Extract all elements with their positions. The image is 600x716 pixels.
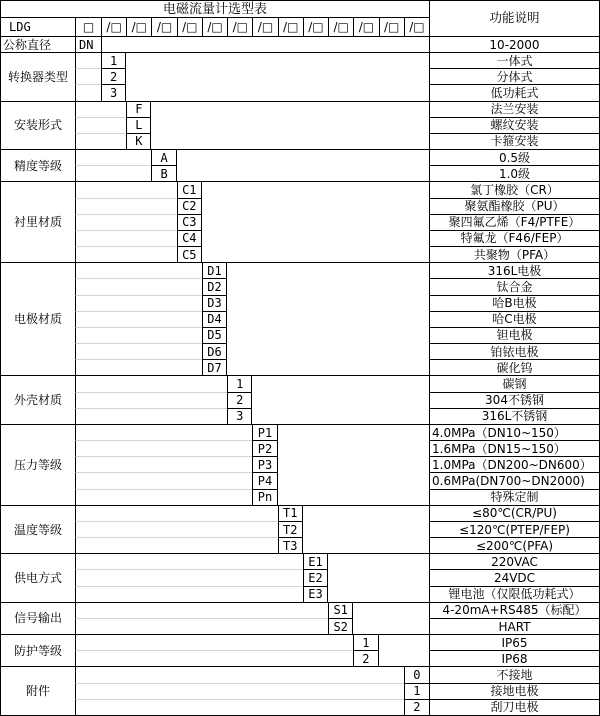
left-gridline-region xyxy=(75,602,328,618)
left-gridline-region xyxy=(75,359,202,375)
code-cell: 2 xyxy=(101,68,126,84)
model-slot: /□ xyxy=(202,17,227,36)
code-cell: F xyxy=(126,101,151,117)
left-gridline-region xyxy=(75,343,202,359)
desc-cell: 24VDC xyxy=(429,569,599,585)
desc-cell: 1.0级 xyxy=(429,165,599,181)
section-label: 供电方式 xyxy=(1,553,75,602)
desc-cell: 220VAC xyxy=(429,553,599,569)
left-gridline-region xyxy=(75,149,151,165)
code-cell: D3 xyxy=(202,295,227,311)
left-gridline-region xyxy=(75,214,177,230)
code-cell: D2 xyxy=(202,278,227,294)
desc-cell: IP65 xyxy=(429,634,599,650)
section-label: 附件 xyxy=(1,666,75,715)
left-gridline-region xyxy=(75,392,227,408)
code-cell: 2 xyxy=(353,650,378,666)
code-cell: P4 xyxy=(252,472,277,488)
desc-cell: 聚四氟乙烯（F4/PTFE） xyxy=(429,214,599,230)
desc-cell: 钽电极 xyxy=(429,327,599,343)
desc-cell: 4.0MPa（DN10~150） xyxy=(429,424,599,440)
code-cell: P3 xyxy=(252,456,277,472)
left-gridline-region xyxy=(75,408,227,424)
desc-cell: 螺纹安装 xyxy=(429,117,599,133)
left-gridline-region xyxy=(75,181,177,197)
model-slot: /□ xyxy=(328,17,353,36)
left-gridline-region xyxy=(75,133,126,149)
code-cell: D4 xyxy=(202,311,227,327)
left-gridline-region xyxy=(75,472,252,488)
right-empty-region xyxy=(202,181,429,262)
code-cell: C2 xyxy=(177,198,202,214)
left-gridline-region xyxy=(75,278,202,294)
desc-cell: 刮刀电极 xyxy=(429,699,599,715)
code-cell: T2 xyxy=(278,521,303,537)
code-cell: P1 xyxy=(252,424,277,440)
desc-cell: ≤120℃(PTEP/FEP) xyxy=(429,521,599,537)
desc-cell: HART xyxy=(429,618,599,634)
code-cell: T3 xyxy=(278,537,303,553)
left-gridline-region xyxy=(75,52,101,68)
code-cell: C1 xyxy=(177,181,202,197)
desc-cell: IP68 xyxy=(429,650,599,666)
model-slot: /□ xyxy=(404,17,429,36)
left-gridline-region xyxy=(75,569,303,585)
model-first-box: □ xyxy=(75,17,101,36)
diameter-label: 公称直径 xyxy=(1,36,75,52)
right-empty-region xyxy=(328,553,429,602)
desc-cell: 4-20mA+RS485（标配） xyxy=(429,602,599,618)
left-gridline-region xyxy=(75,666,404,682)
left-gridline-region xyxy=(75,165,151,181)
desc-cell: 铂铱电极 xyxy=(429,343,599,359)
section-label: 安装形式 xyxy=(1,101,75,150)
desc-cell: 特殊定制 xyxy=(429,489,599,505)
left-gridline-region xyxy=(75,246,177,262)
desc-cell: 锂电池（仅限低功耗式） xyxy=(429,586,599,602)
right-empty-region xyxy=(177,149,429,181)
left-gridline-region xyxy=(75,521,278,537)
section-label: 温度等级 xyxy=(1,505,75,554)
left-gridline-region xyxy=(75,650,353,666)
desc-cell: 特氟龙（F46/FEP） xyxy=(429,230,599,246)
code-cell: C5 xyxy=(177,246,202,262)
model-slot: /□ xyxy=(278,17,303,36)
right-empty-region xyxy=(353,602,429,634)
left-gridline-region xyxy=(75,456,252,472)
code-cell: L xyxy=(126,117,151,133)
desc-cell: ≤200℃(PFA) xyxy=(429,537,599,553)
desc-cell: 一体式 xyxy=(429,52,599,68)
left-gridline-region xyxy=(75,311,202,327)
left-gridline-region xyxy=(75,117,126,133)
left-gridline-region xyxy=(75,295,202,311)
section-label: 压力等级 xyxy=(1,424,75,505)
code-cell: D1 xyxy=(202,262,227,278)
code-cell: C4 xyxy=(177,230,202,246)
function-column-header: 功能说明 xyxy=(429,1,599,36)
left-gridline-region xyxy=(75,101,126,117)
desc-cell: 接地电极 xyxy=(429,683,599,699)
model-slot: /□ xyxy=(303,17,328,36)
desc-cell: 316L不锈钢 xyxy=(429,408,599,424)
left-gridline-region xyxy=(75,230,177,246)
code-cell: E2 xyxy=(303,569,328,585)
left-gridline-region xyxy=(75,699,404,715)
table-title: 电磁流量计选型表 xyxy=(1,1,429,17)
code-cell: E1 xyxy=(303,553,328,569)
model-slot: /□ xyxy=(151,17,176,36)
left-gridline-region xyxy=(75,586,303,602)
section-label: 精度等级 xyxy=(1,149,75,181)
model-prefix: LDG xyxy=(1,17,75,36)
section-label: 防护等级 xyxy=(1,634,75,666)
left-gridline-region xyxy=(75,440,252,456)
code-cell: S2 xyxy=(328,618,353,634)
code-cell: 1 xyxy=(404,683,429,699)
left-gridline-region xyxy=(75,327,202,343)
left-gridline-region xyxy=(75,84,101,100)
model-slot: /□ xyxy=(126,17,151,36)
desc-cell: 哈B电极 xyxy=(429,295,599,311)
code-cell: 0 xyxy=(404,666,429,682)
code-cell: 1 xyxy=(227,375,252,391)
code-cell: 3 xyxy=(227,408,252,424)
desc-cell: 法兰安装 xyxy=(429,101,599,117)
code-cell: 3 xyxy=(101,84,126,100)
desc-cell: 316L电极 xyxy=(429,262,599,278)
desc-cell: 碳钢 xyxy=(429,375,599,391)
section-label: 信号输出 xyxy=(1,602,75,634)
left-gridline-region xyxy=(75,618,328,634)
section-label: 衬里材质 xyxy=(1,181,75,262)
model-slot: /□ xyxy=(379,17,404,36)
code-cell: A xyxy=(151,149,176,165)
desc-cell: 0.5级 xyxy=(429,149,599,165)
code-cell: E3 xyxy=(303,586,328,602)
code-cell: D6 xyxy=(202,343,227,359)
left-gridline-region xyxy=(75,683,404,699)
code-cell: C3 xyxy=(177,214,202,230)
code-cell: Pn xyxy=(252,489,277,505)
desc-cell: 卡箍安装 xyxy=(429,133,599,149)
right-empty-region xyxy=(278,424,429,505)
right-empty-region xyxy=(303,505,429,554)
section-label: 外壳材质 xyxy=(1,375,75,424)
desc-cell: 钛合金 xyxy=(429,278,599,294)
right-empty-region xyxy=(379,634,429,666)
desc-cell: 分体式 xyxy=(429,68,599,84)
desc-cell: 304不锈钢 xyxy=(429,392,599,408)
desc-cell: 哈C电极 xyxy=(429,311,599,327)
code-cell: 1 xyxy=(101,52,126,68)
desc-cell: 1.0MPa（DN200~DN600） xyxy=(429,456,599,472)
code-cell: B xyxy=(151,165,176,181)
desc-cell: 不接地 xyxy=(429,666,599,682)
desc-cell: 0.6MPa(DN700~DN2000) xyxy=(429,472,599,488)
left-gridline-region xyxy=(75,424,252,440)
diameter-code: DN xyxy=(75,36,101,52)
left-gridline-region xyxy=(75,198,177,214)
section-label: 电极材质 xyxy=(1,262,75,375)
left-gridline-region xyxy=(75,262,202,278)
desc-cell: 氯丁橡胶（CR） xyxy=(429,181,599,197)
right-empty-region xyxy=(126,52,429,101)
diameter-empty-span xyxy=(101,36,429,52)
left-gridline-region xyxy=(75,634,353,650)
code-cell: T1 xyxy=(278,505,303,521)
left-gridline-region xyxy=(75,537,278,553)
left-gridline-region xyxy=(75,375,227,391)
code-cell: 2 xyxy=(404,699,429,715)
model-slot: /□ xyxy=(252,17,277,36)
code-cell: P2 xyxy=(252,440,277,456)
desc-cell: 碳化钨 xyxy=(429,359,599,375)
right-empty-region xyxy=(227,262,429,375)
model-slot: /□ xyxy=(227,17,252,36)
left-gridline-region xyxy=(75,505,278,521)
desc-cell: 聚氨酯橡胶（PU） xyxy=(429,198,599,214)
left-gridline-region xyxy=(75,553,303,569)
code-cell: D7 xyxy=(202,359,227,375)
desc-cell: 共聚物（PFA） xyxy=(429,246,599,262)
code-cell: D5 xyxy=(202,327,227,343)
model-slot: /□ xyxy=(101,17,126,36)
right-empty-region xyxy=(151,101,429,150)
left-gridline-region xyxy=(75,68,101,84)
left-gridline-region xyxy=(75,489,252,505)
code-cell: K xyxy=(126,133,151,149)
model-slot: /□ xyxy=(177,17,202,36)
desc-cell: 低功耗式 xyxy=(429,84,599,100)
code-cell: 1 xyxy=(353,634,378,650)
code-cell: 2 xyxy=(227,392,252,408)
desc-cell: 1.6MPa（DN15~150） xyxy=(429,440,599,456)
desc-cell: ≤80℃(CR/PU) xyxy=(429,505,599,521)
code-cell: S1 xyxy=(328,602,353,618)
section-label: 转换器类型 xyxy=(1,52,75,101)
diameter-desc: 10-2000 xyxy=(429,36,599,52)
model-slot: /□ xyxy=(353,17,378,36)
right-empty-region xyxy=(252,375,429,424)
